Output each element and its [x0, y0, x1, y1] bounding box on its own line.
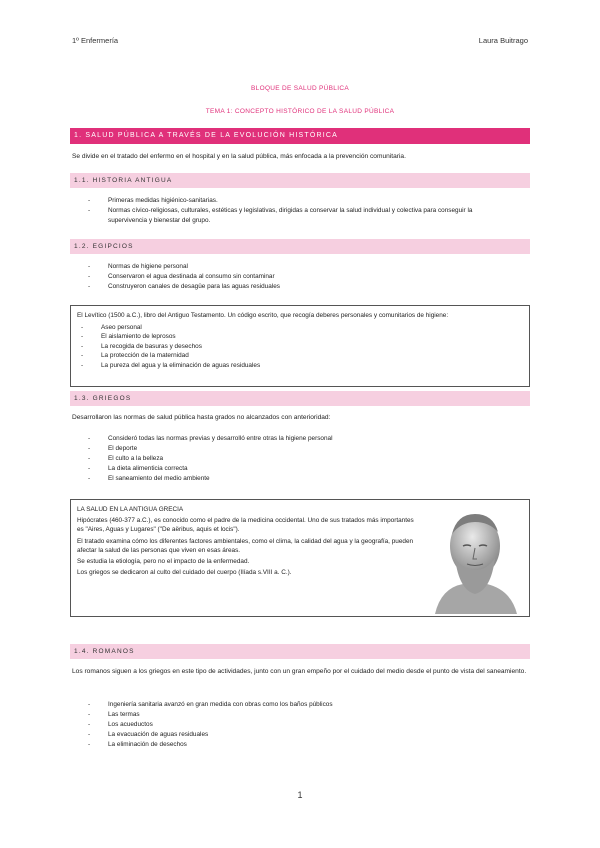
section-1-intro: Se divide en el tratado del enfermo en el hospital y en la salud pública, más enfocada a la prevención comunitaria. [72, 153, 406, 160]
list-item: - Conservaron el agua destinada al consumo sin contaminar [88, 272, 508, 282]
leviticus-list [77, 323, 525, 371]
section-1-1-list [88, 196, 508, 226]
list-item: - Las termas [88, 710, 508, 720]
list-item: - La protección de la maternidad [77, 351, 525, 361]
page-number: 1 [297, 790, 303, 800]
section-1-3-intro: Desarrollaron las normas de salud pública hasta grados no alcanzados con anterioridad: [72, 414, 331, 421]
list-item: - La eliminación de desechos [88, 740, 508, 750]
list-item: - El aislamiento de leprosos [77, 332, 525, 342]
list-item: - La recogida de basuras y desechos [77, 342, 525, 352]
list-item: - Primeras medidas higiénico-sanitarias. [88, 196, 508, 206]
section-1-1-heading: 1.1. HISTORIA ANTIGUA [70, 173, 530, 188]
list-item: - La dieta alimenticia correcta [88, 464, 508, 474]
greece-box-title: LA SALUD EN LA ANTIGUA GRECIA [77, 506, 184, 513]
list-item: - Aseo personal [77, 323, 525, 333]
section-1-4-list [88, 700, 508, 750]
hippocrates-bust-image [427, 504, 523, 614]
greece-paragraph: El tratado examina cómo los diferentes factores ambientales, como el clima, la calidad del agua y la geografía, pueden afectar la salud de las personas que viven en esas áreas. [77, 537, 414, 554]
section-1-heading: 1. SALUD PÚBLICA A TRAVÉS DE LA EVOLUCIÓN HISTÓRICA [70, 128, 530, 144]
greece-paragraph: Se estudia la etiología, pero no el impacto de la enfermedad. [77, 558, 250, 566]
list-item: - El culto a la belleza [88, 454, 508, 464]
list-item: - La evacuación de aguas residuales [88, 730, 508, 740]
section-1-3-heading: 1.3. GRIEGOS [70, 391, 530, 406]
list-item: - El saneamiento del medio ambiente [88, 474, 508, 484]
section-1-4-heading: 1.4. ROMANOS [70, 644, 530, 659]
list-item: - Construyeron canales de desagüe para las aguas residuales [88, 282, 508, 292]
greece-box [70, 499, 530, 617]
header-left: 1º Enfermería [72, 36, 119, 45]
list-item: - Normas de higiene personal [88, 262, 508, 272]
greece-paragraph: Hipócrates (460-377 a.C.), es conocido como el padre de la medicina occidental. Uno de sus tratados más importantes es "Aires, Aguas y Lugares" ("De aëribus, aquis et locis"). [77, 517, 414, 534]
leviticus-box [70, 305, 530, 387]
list-item: - Ingeniería sanitaria avanzó en gran medida con obras como los baños públicos [88, 700, 508, 710]
list-item: - La pureza del agua y la eliminación de aguas residuales [77, 361, 525, 371]
section-1-2-list [88, 262, 508, 292]
list-item: - El deporte [88, 444, 508, 454]
section-1-3-list [88, 434, 508, 484]
topic-title: TEMA 1: CONCEPTO HISTÓRICO DE LA SALUD PÚBLICA [205, 108, 395, 115]
section-1-4-intro: Los romanos siguen a los griegos en este tipo de actividades, junto con un gran empeño por el cuidado del medio desde el punto de vista del saneamiento. [72, 668, 527, 675]
section-1-2-heading: 1.2. EGIPCIOS [70, 239, 530, 254]
list-item: - Consideró todas las normas previas y desarrolló entre otras la higiene personal [88, 434, 508, 444]
greece-paragraph: Los griegos se dedicaron al culto del cuidado del cuerpo (Ilíada s.VIII a. C.). [77, 569, 292, 577]
list-item: - Normas cívico-religiosas, culturales, estéticas y legislativas, dirigidas a conservar la salud individual y colectiva para conseguir la supervivencia y bienestar del grupo. [88, 206, 508, 226]
header-right: Laura Buitrago [478, 36, 528, 45]
leviticus-text: El Levítico (1500 a.C.), libro del Antiguo Testamento. Un código escrito, que recogía deberes personales y comunitarios de higiene: [77, 312, 449, 319]
list-item: - Los acueductos [88, 720, 508, 730]
block-title: BLOQUE DE SALUD PÚBLICA [251, 85, 349, 92]
